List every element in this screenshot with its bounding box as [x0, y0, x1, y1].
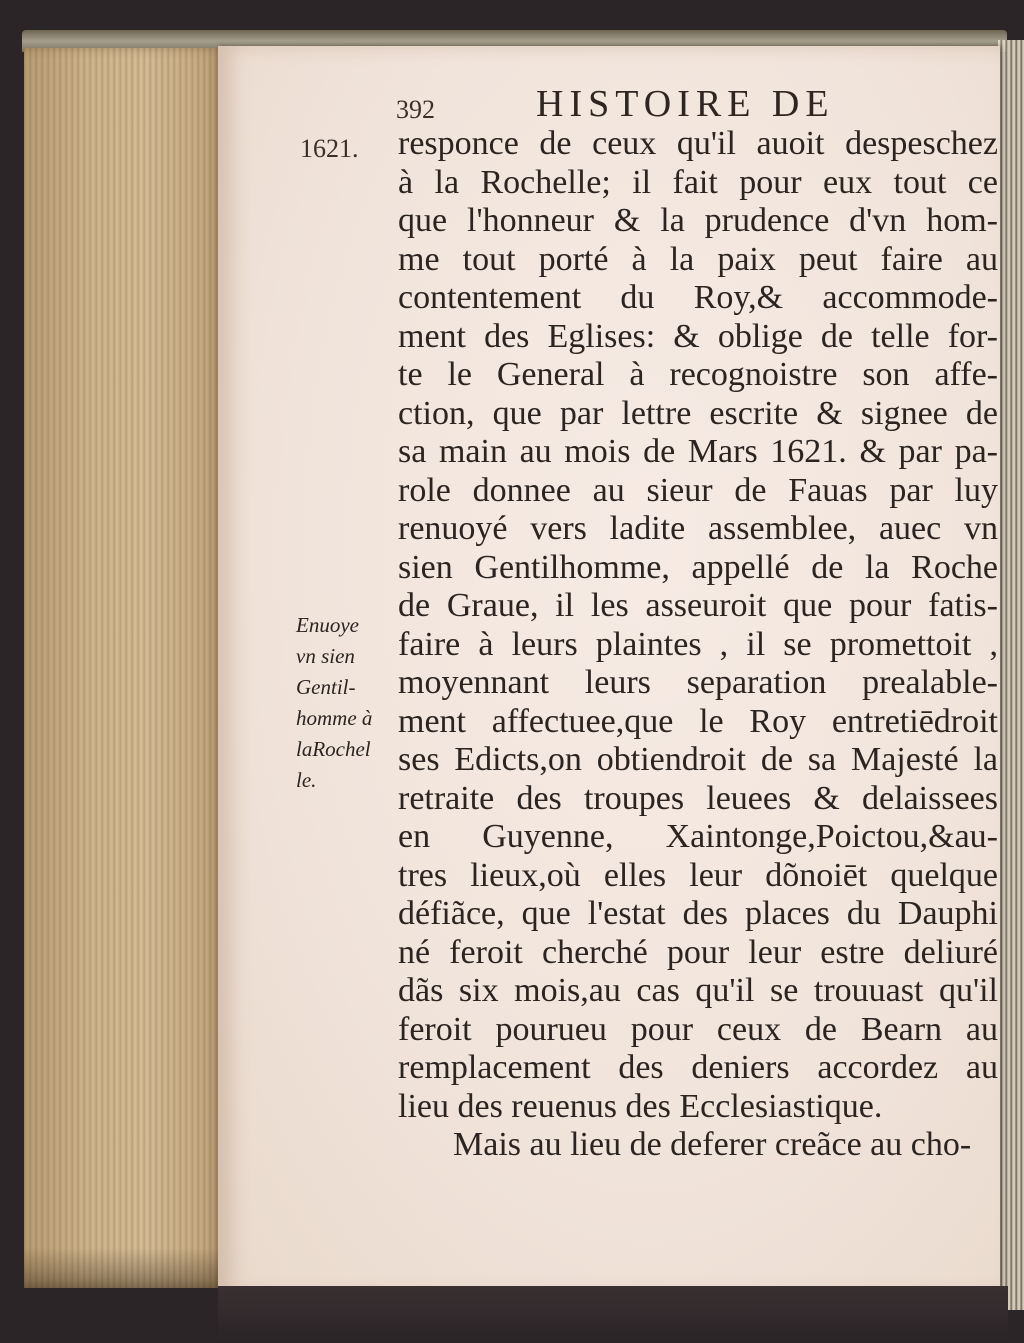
text-line: Mais au lieu de deferer creãce au cho- [453, 1126, 972, 1163]
text-line: moyennant leurs separation prealable- [398, 664, 998, 701]
text-line: ment des Eglises: & oblige de telle for- [398, 317, 998, 355]
text-line: contentement du Roy,& accommode- [398, 279, 998, 316]
text-line: de Graue, il les asseuroit que pour fatis- [398, 587, 998, 624]
text-line: sien Gentilhomme, appellé de la Roche [398, 548, 998, 586]
running-title: HISTOIRE DE [536, 83, 835, 125]
text-line: responce de ceux qu'il auoit despeschez [398, 125, 998, 162]
page-bottom-shadow [218, 1286, 1008, 1343]
text-line: ment affectuee,que le Roy entretiēdroit [398, 702, 998, 740]
margin-note-line: vn sien [296, 644, 355, 668]
margin-note [296, 610, 400, 796]
text-line: retraite des troupes leuees & delaissees [398, 779, 998, 817]
margin-note-line: laRochel [296, 737, 371, 761]
text-line: ses Edicts,on obtiendroit de sa Majesté la [398, 741, 998, 778]
text-line: né feroit cherché pour leur estre deliuré [398, 933, 998, 971]
text-line: me tout porté à la paix peut faire au [398, 240, 998, 278]
text-line: feroit pourueu pour ceux de Bearn au [398, 1010, 998, 1048]
page-stack-edge [24, 48, 224, 1288]
text-line: en Guyenne, Xaintonge,Poictou,&au- [398, 818, 998, 855]
text-line: role donnee au sieur de Fauas par luy [398, 471, 998, 509]
margin-note-line: homme à [296, 706, 373, 730]
text-line: faire à leurs plaintes , il se promettoit , [398, 625, 998, 663]
text-line: ction, que par lettre escrite & signee de [398, 394, 998, 432]
text-line: sa main au mois de Mars 1621. & par pa- [398, 433, 998, 470]
right-page-edges [998, 40, 1024, 1310]
margin-year: 1621. [300, 134, 359, 163]
text-line: te le General à recognoistre son affe- [398, 356, 998, 393]
text-line: renuoyé vers ladite assemblee, auec vn [398, 510, 998, 547]
margin-note-line: Enuoye [296, 613, 359, 637]
text-line: remplacement des deniers accordez au [398, 1049, 998, 1086]
text-line: dãs six mois,au cas qu'il se trouuast qu'il [398, 972, 998, 1009]
text-line: tres lieux,où elles leur dõnoiēt quelque [398, 856, 998, 894]
margin-note-line: le. [296, 768, 317, 792]
margin-note-line: Gentil- [296, 675, 356, 699]
page-number: 392 [396, 95, 435, 124]
text-line: que l'honneur & la prudence d'vn hom- [398, 202, 998, 239]
text-line: à la Rochelle; il fait pour eux tout ce [398, 163, 998, 201]
body-text [398, 125, 998, 1165]
text-line: lieu des reuenus des Ecclesiastique. [398, 1087, 883, 1125]
text-line: défiãce, que l'estat des places du Dauphi [398, 895, 998, 932]
